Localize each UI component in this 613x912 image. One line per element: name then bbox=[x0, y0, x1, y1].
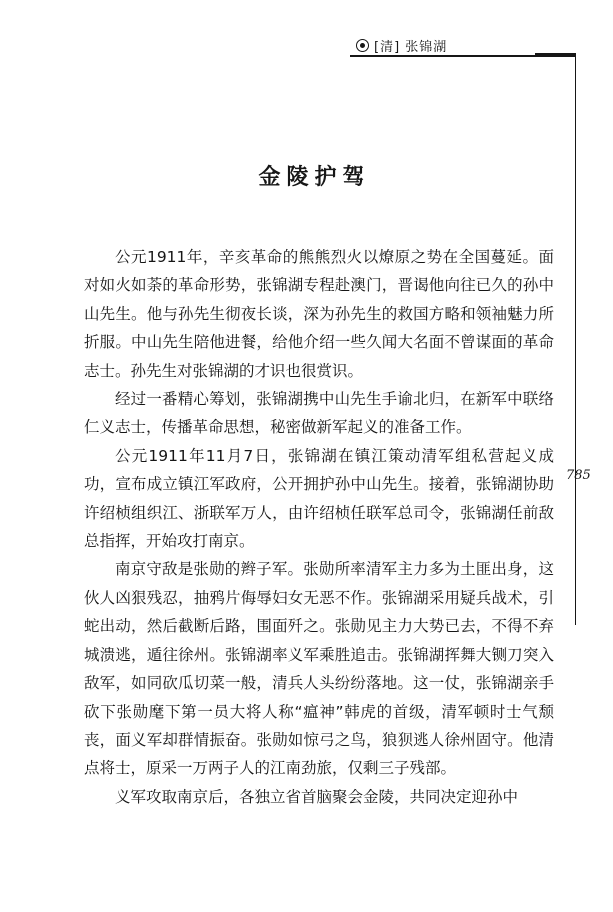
paragraph: 公元1911年，辛亥革命的熊熊烈火以燎原之势在全国蔓延。面对如火如荼的革命形势，张锦湖专程赴澳门，晋谒他向往已久的孙中山先生。他与孙先生彻夜长谈，深为孙先生的救国方略和领袖魅力所折服。中山先生陪他进餐，给他介绍一些久闻大名面不曾谋面的革命志士。孙先生对张锦湖的才识也很赏识。 bbox=[84, 248, 554, 380]
page-edge-line bbox=[575, 55, 576, 625]
page-number: 785 bbox=[566, 468, 591, 483]
running-header bbox=[356, 36, 447, 55]
body-text bbox=[84, 243, 554, 811]
paragraph: 经过一番精心筹划，张锦湖携中山先生手谕北归，在新军中联络仁义志士，传播革命思想，秘密做新军起义的准备工作。 bbox=[84, 390, 554, 437]
circle-dot-icon bbox=[356, 39, 369, 52]
paragraph: 南京守敌是张勋的辫子军。张勋所率清军主力多为土匪出身，这伙人凶狠残忍，抽鸦片侮辱妇女无恶不作。张锦湖采用疑兵战术，引蛇出动，然后截断后路，围面歼之。张勋见主力大势已去，不得不弃城溃逃，遁往徐州。张锦湖率义军乘胜追击。张锦湖挥舞大铡刀突入敌军，如同砍瓜切菜一般，清兵人头纷纷落地。这一仗，张锦湖亲手砍下张勋麾下第一员大将人称“瘟神”韩虎的首级，清军顿时士气颓丧，面义军却群情振奋。张勋如惊弓之鸟，狼狈逃人徐州固守。他清点将士，原采一万两子人的江南劲旅，仅剩三子残部。 bbox=[84, 560, 554, 778]
running-title: [清] 张锦湖 bbox=[374, 40, 448, 55]
paragraph: 义军攻取南京后，各独立省首脑聚会金陵，共同决定迎孙中 bbox=[115, 787, 519, 806]
header-rule-accent bbox=[535, 53, 576, 56]
paragraph: 公元1911年11月7日，张锦湖在镇江策动清军组私营起义成功，宣布成立镇江军政府，公开拥护孙中山先生。接着，张锦湖协助许绍桢组织江、浙联军万人，由许绍桢任联军总司令，张锦湖任前敌总指挥，开始攻打南京。 bbox=[84, 446, 554, 551]
chapter-title: 金陵护驾 bbox=[258, 165, 371, 190]
